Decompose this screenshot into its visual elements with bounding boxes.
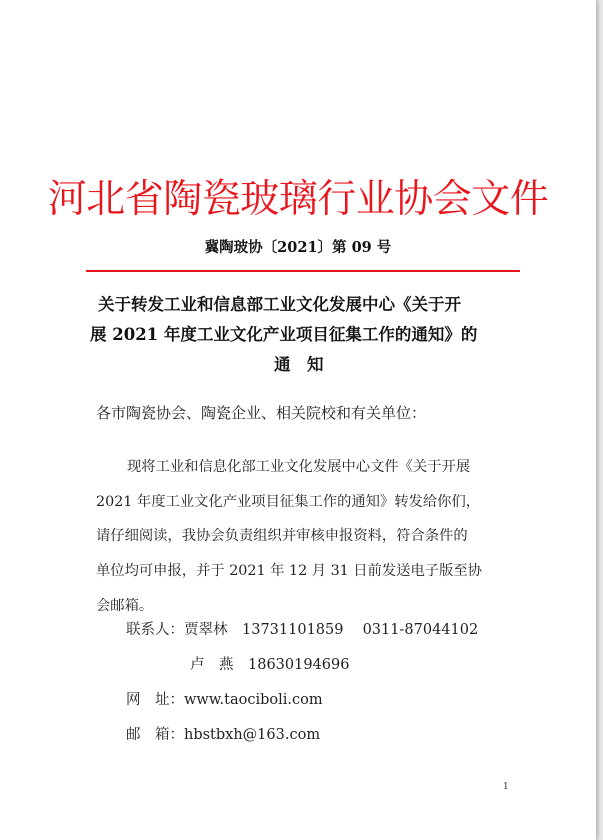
contact-person-row-2: 卢 燕 18630194696	[190, 657, 350, 673]
body-line-1: 现将工业和信息化部工业文化发展中心文件《关于开展	[127, 459, 471, 475]
notice-title-line-1: 关于转发工业和信息部工业文化发展中心《关于开	[98, 295, 461, 314]
website-row: 网 址：www.taociboli.com	[126, 692, 323, 708]
body-line-5: 会邮箱。	[96, 597, 154, 614]
page-number: 1	[503, 782, 509, 792]
body-line-2: 2021 年度工业文化产业项目征集工作的通知》转发给你们，	[96, 493, 481, 510]
body-paragraph	[96, 450, 516, 624]
document-number: 冀陶玻协〔2021〕第 09 号	[204, 239, 392, 256]
organization-title: 河北省陶瓷玻璃行业协会文件	[47, 177, 549, 222]
notice-title	[90, 290, 530, 380]
notice-title-line-2: 展 2021 年度工业文化产业项目征集工作的通知》的	[90, 325, 478, 344]
notice-title-line-3: 通 知	[274, 355, 324, 374]
red-divider	[86, 270, 520, 272]
email-row: 邮 箱：hbstbxh@163.com	[126, 727, 321, 743]
body-line-4: 单位均可申报，并于 2021 年 12 月 31 日前发送电子版至协	[96, 563, 482, 580]
addressee-line: 各市陶瓷协会、陶瓷企业、相关院校和有关单位：	[96, 404, 427, 422]
contact-person-row: 联系人：贾翠林 13731101859 0311-87044102	[126, 622, 479, 638]
body-line-3: 请仔细阅读，我协会负责组织并审核申报资料，符合条件的	[96, 528, 468, 545]
